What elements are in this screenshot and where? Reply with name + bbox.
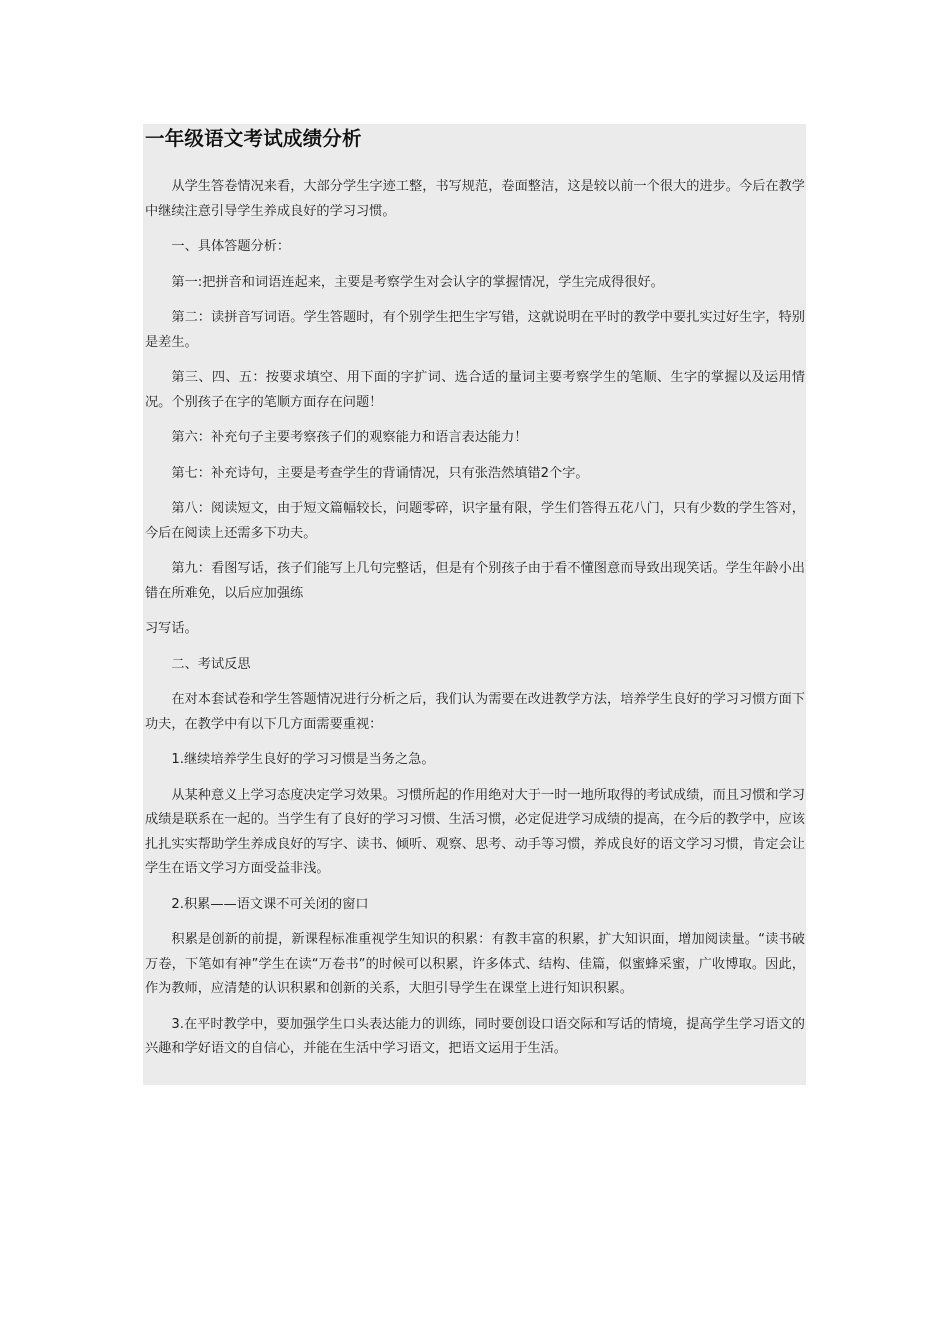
- paragraph-q7: 第七：补充诗句，主要是考查学生的背诵情况，只有张浩然填错2个字。: [171, 465, 589, 481]
- paragraph-q6: 第六：补充句子主要考察孩子们的观察能力和语言表达能力！: [171, 430, 528, 445]
- document-content: [143, 124, 806, 1085]
- point-2-heading: 2.积累——语文课不可关闭的窗口: [171, 896, 369, 912]
- paragraph-q2: 第二：读拼音写词语。学生答题时，有个别学生把生字写错，这就说明在平时的教学中要扎实过好生字，特别是差生。: [145, 310, 805, 350]
- section-heading-analysis: 一、具体答题分析：: [171, 239, 291, 254]
- paragraph-reflection-intro: 在对本套试卷和学生答题情况进行分析之后，我们认为需要在改进教学方法，培养学生良好的学习习惯方面下功夫，在教学中有以下几方面需要重视：: [145, 692, 805, 732]
- document-title: 一年级语文考试成绩分析: [145, 127, 362, 150]
- point-1-body: 从某种意义上学习态度决定学习效果。习惯所起的作用绝对大于一时一地所取得的考试成绩，而且习惯和学习成绩是联系在一起的。当学生有了良好的学习习惯、生活习惯，必定促进学习成绩的提高，在今后的教学中，应该扎扎实实帮助学生养成良好的写字、读书、倾听、观察、思考、动手等习惯，养成良好的语文学习习惯，肯定会让学生在语文学习方面受益非浅。: [145, 787, 805, 876]
- point-2-body: 积累是创新的前提，新课程标准重视学生知识的积累：有教丰富的积累，扩大知识面，增加阅读量。“读书破万卷，下笔如有神”学生在读“万卷书”的时候可以积累，许多体式、结构、佳篇，似蜜蜂采蜜，广收博取。因此，作为教师，应清楚的认识积累和创新的关系，大胆引导学生在课堂上进行知识积累。: [145, 932, 805, 996]
- paragraph-q9: 第九：看图写话，孩子们能写上几句完整话，但是有个别孩子由于看不懂图意而导致出现笑话。学生年龄小出错在所难免，以后应加强练: [145, 561, 805, 601]
- paragraph-q3-5: 第三、四、五：按要求填空、用下面的字扩词、选合适的量词主要考察学生的笔顺、生字的掌握以及运用情况。个别孩子在字的笔顺方面存在问题！: [145, 370, 805, 410]
- paragraph-q9-continued: 习写话。: [145, 621, 198, 636]
- paragraph-intro: 从学生答卷情况来看，大部分学生字迹工整，书写规范，卷面整洁，这是较以前一个很大的进步。今后在教学中继续注意引导学生养成良好的学习习惯。: [145, 179, 805, 219]
- point-3: 3.在平时教学中，要加强学生口头表达能力的训练，同时要创设口语交际和写话的情境，提高学生学习语文的兴趣和学好语文的自信心，并能在生活中学习语文，把语文运用于生活。: [145, 1016, 805, 1056]
- section-heading-reflection: 二、考试反思: [171, 656, 251, 672]
- paragraph-q1: 第一:把拼音和词语连起来，主要是考察学生对会认字的掌握情况，学生完成得很好。: [171, 274, 664, 290]
- point-1-heading: 1.继续培养学生良好的学习习惯是当务之急。: [171, 752, 435, 767]
- paragraph-q8: 第八：阅读短文，由于短文篇幅较长，问题零碎，识字量有限，学生们答得五花八门，只有少数的学生答对，今后在阅读上还需多下功夫。: [145, 501, 805, 541]
